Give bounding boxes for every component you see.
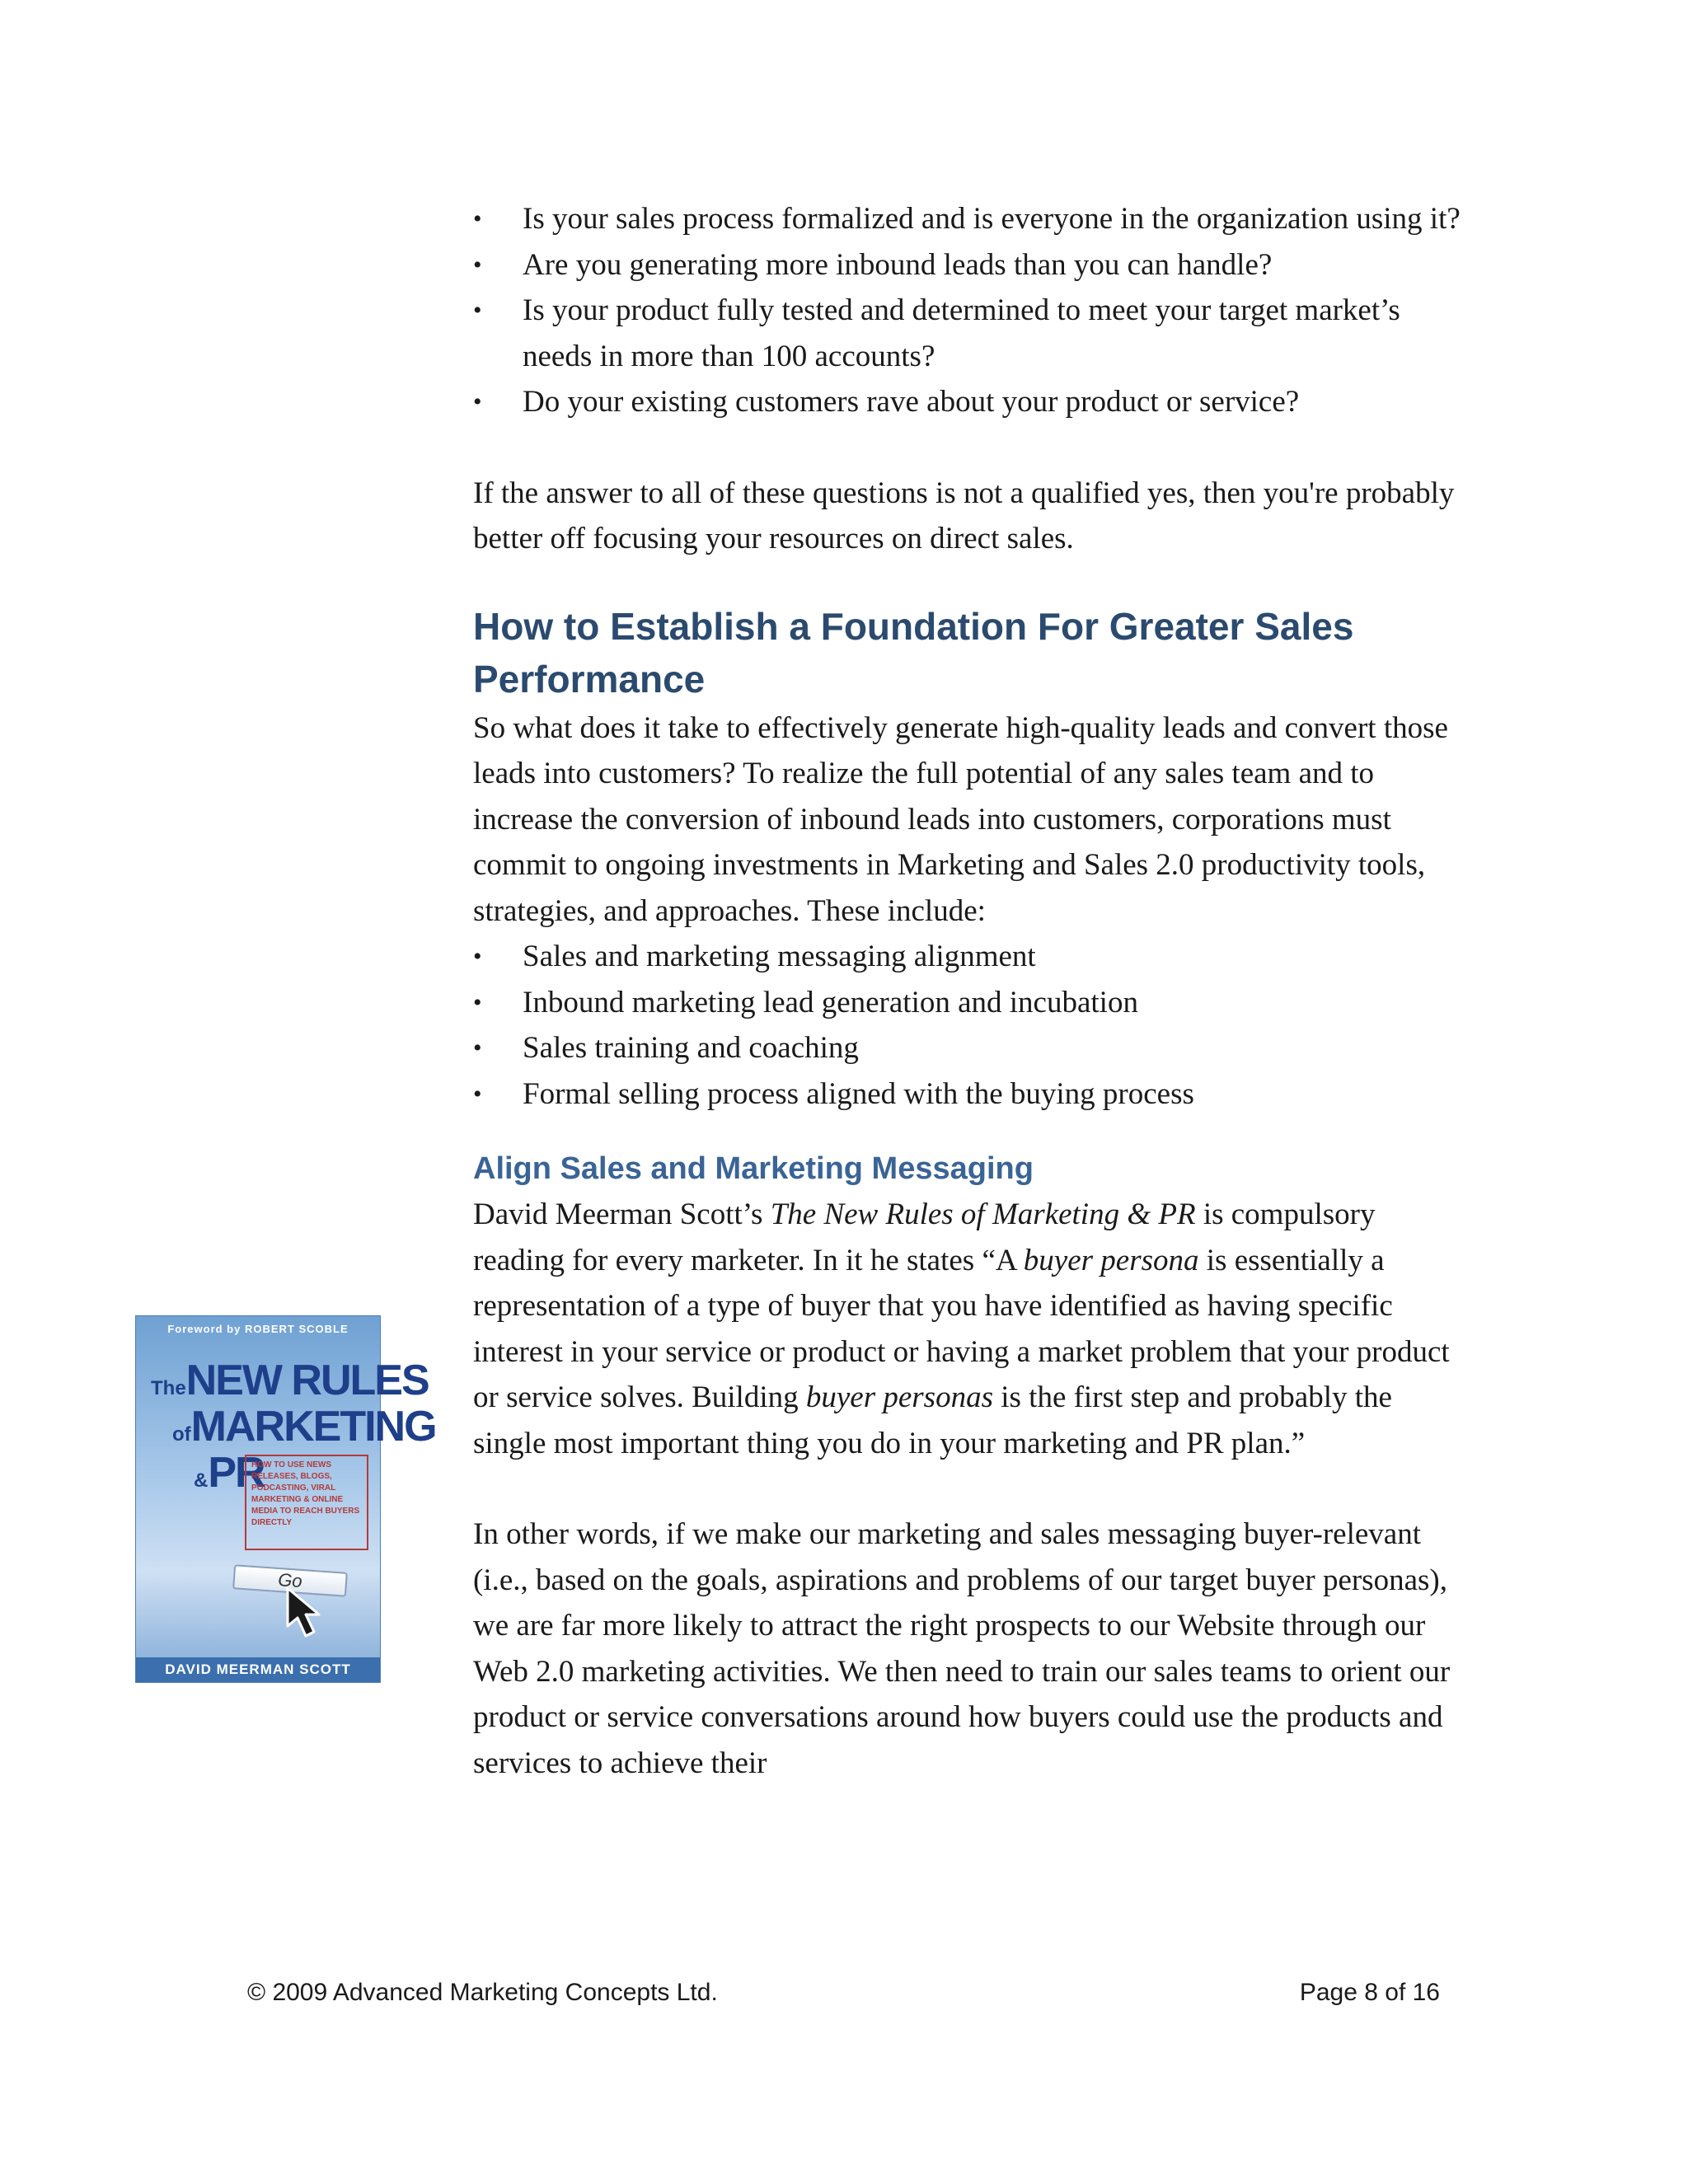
list-item — [473, 288, 1462, 379]
bullet-text: Is your sales process formalized and is everyone in the organization using it? — [523, 202, 1461, 236]
bullet-text: Sales training and coaching — [523, 1031, 859, 1065]
quote-text: is essentially a representation of a type of buyer that you have identified as having specific interest in your service or product or having a market problem that your product or service solves. Building — [473, 1243, 1450, 1414]
book-title-text: The New Rules of Marketing & PR — [770, 1197, 1196, 1231]
section-bullet-list — [473, 934, 1462, 1117]
quote-text: David Meerman Scott’s — [473, 1197, 771, 1231]
cover-subtitle: HOW TO USE NEWS RELEASES, BLOGS, PODCASTING, VIRAL MARKETING & ONLINE MEDIA TO REACH BUYERS DIRECTLY — [251, 1460, 360, 1527]
cover-title-new-rules: NEW RULES — [185, 1357, 429, 1404]
bullet-text: Are you generating more inbound leads than you can handle? — [523, 247, 1273, 282]
footer-copyright: © 2009 Advanced Marketing Concepts Ltd. — [247, 1979, 718, 2006]
cover-title-the: The — [151, 1377, 186, 1399]
bullet-text: Is your product fully tested and determined to meet your target market’s needs in more than 100 accounts? — [523, 293, 1400, 373]
list-item — [473, 1071, 1462, 1118]
bullet-text: Do your existing customers rave about your product or service? — [523, 385, 1300, 419]
section-paragraph: So what does it take to effectively generate high-quality leads and convert those leads into customers? To realize the full potential of any sales team and to increase the conversion of inbound leads into customers, corporations must commit to ongoing investments in Marketing and Sales 2.0 productivity tools, strategies, and approaches. These include: — [473, 710, 1448, 928]
cover-title-amp: & — [194, 1469, 209, 1492]
quote-text: is the first step and probably the single most important thing you do in your marketing and PR plan.” — [473, 1380, 1392, 1460]
cover-title-marketing: MARKETING — [190, 1403, 436, 1451]
bullet-icon: • — [473, 988, 482, 1016]
bullet-icon: • — [473, 388, 482, 415]
list-item — [473, 196, 1462, 242]
list-item — [473, 1025, 1462, 1071]
bullet-icon: • — [473, 943, 482, 970]
bullet-text: Sales and marketing messaging alignment — [523, 940, 1036, 973]
subsection-heading: Align Sales and Marketing Messaging — [473, 1151, 1034, 1186]
bullet-text: Inbound marketing lead generation and incubation — [523, 985, 1138, 1019]
bullet-text: Formal selling process aligned with the buying process — [523, 1076, 1194, 1111]
list-item — [473, 980, 1462, 1026]
term-text: buyer personas — [805, 1380, 993, 1414]
cover-foreword: Foreword by ROBERT SCOBLE — [167, 1323, 349, 1335]
list-item — [473, 379, 1462, 425]
conclusion-paragraph: If the answer to all of these questions is not a qualified yes, then you're probably better off focusing your resources on direct sales. — [473, 476, 1455, 555]
term-text: buyer persona — [1023, 1243, 1199, 1277]
cover-title-pr: PR — [208, 1449, 265, 1497]
bullet-icon: • — [473, 297, 482, 324]
list-item — [473, 934, 1462, 980]
list-item — [473, 242, 1462, 288]
bullet-icon: • — [473, 1080, 482, 1108]
cover-title-row-2 — [172, 1403, 436, 1451]
cursor-arrow-icon — [283, 1585, 332, 1639]
main-column — [473, 196, 1462, 1786]
section-heading: How to Establish a Foundation For Greater Sales Performance — [473, 604, 1354, 701]
cover-title-row-1 — [151, 1359, 429, 1402]
cover-author: DAVID MEERMAN SCOTT — [136, 1657, 380, 1682]
bullet-icon: • — [473, 251, 482, 279]
subsection-paragraph: In other words, if we make our marketing and sales messaging buyer-relevant (i.e., based on the goals, aspirations and problems of our target buyer personas), we are far more likely to attract the right prospects to our Website through our Web 2.0 marketing activities. We then need to train our sales teams to orient our product or service conversations around how buyers could use the products and services to achieve their — [473, 1517, 1451, 1780]
bullet-icon: • — [473, 205, 482, 232]
book-cover-image — [135, 1315, 436, 1683]
intro-bullet-list — [473, 196, 1462, 425]
bullet-icon: • — [473, 1034, 482, 1062]
cover-go-button-graphic: Go — [232, 1564, 348, 1597]
quote-paragraph — [473, 1192, 1462, 1466]
footer-page-number: Page 8 of 16 — [1299, 1979, 1440, 2006]
cover-title-of: of — [172, 1423, 191, 1446]
quote-text: is compulsory reading for every marketer. In it he states “A — [473, 1197, 1376, 1277]
